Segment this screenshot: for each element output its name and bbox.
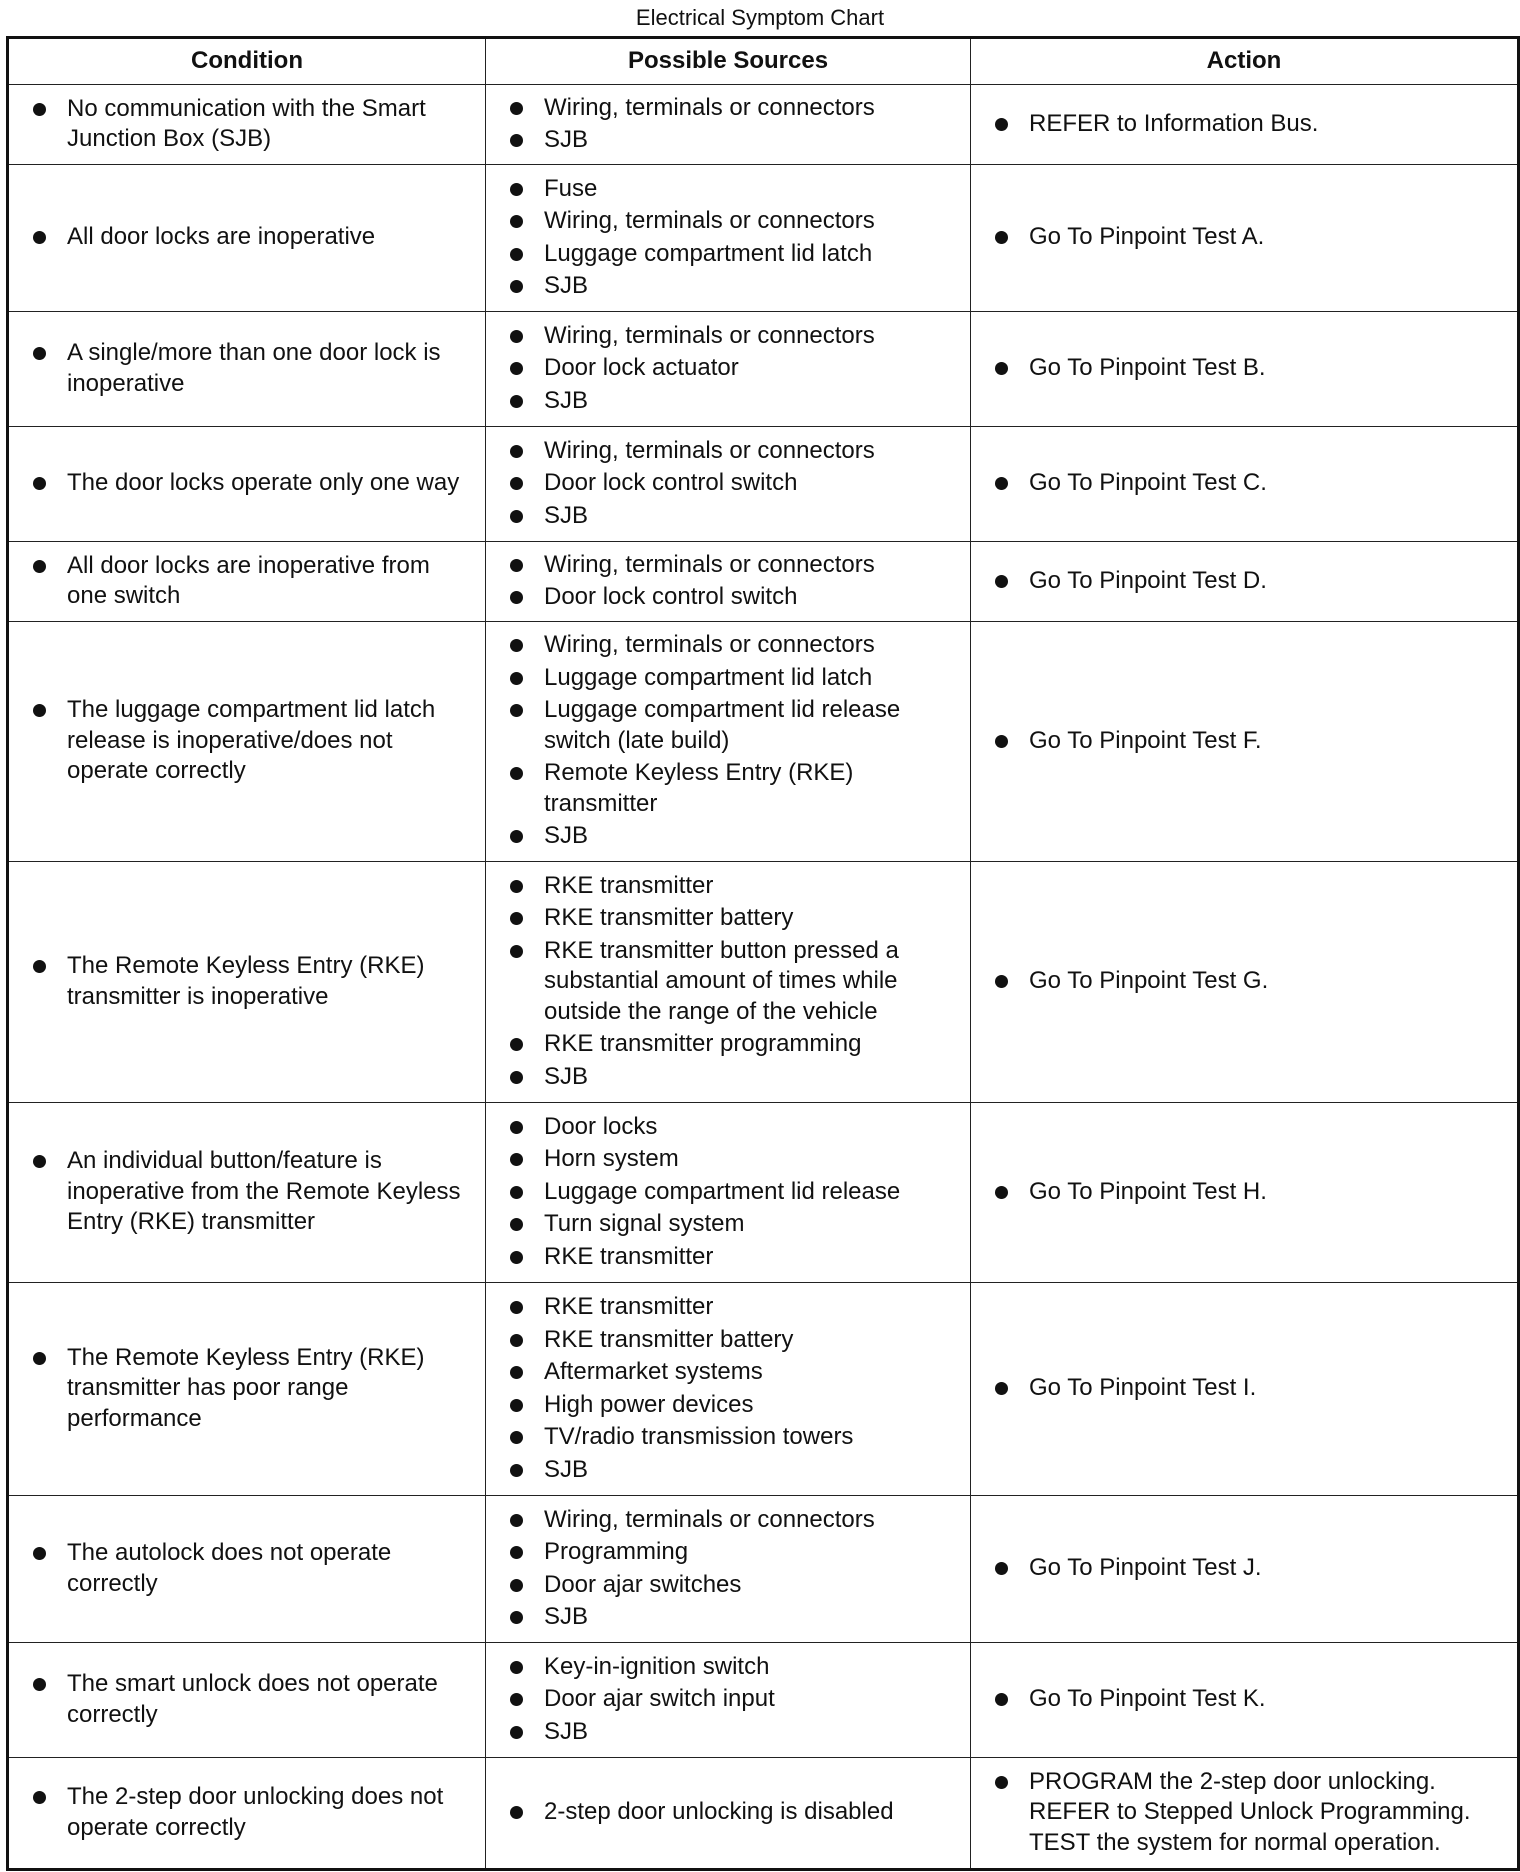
possible-sources-cell — [486, 427, 971, 542]
source-item: Luggage compartment lid release switch (late build) — [498, 695, 960, 756]
condition-cell — [8, 542, 486, 622]
table-row — [8, 165, 1519, 312]
condition-cell — [8, 1758, 486, 1870]
action-text: PROGRAM the 2-step door unlocking. REFER to Stepped Unlock Programming. TEST the system for normal operation. — [983, 1767, 1507, 1859]
source-item: Luggage compartment lid latch — [498, 239, 960, 270]
source-item: Luggage compartment lid release — [498, 1177, 960, 1208]
source-item: Wiring, terminals or connectors — [498, 436, 960, 467]
condition-cell — [8, 1496, 486, 1643]
table-row — [8, 1758, 1519, 1870]
source-item: RKE transmitter battery — [498, 903, 960, 934]
condition-cell — [8, 427, 486, 542]
condition-cell — [8, 312, 486, 427]
condition-text: The smart unlock does not operate correctly — [21, 1669, 475, 1730]
source-item: SJB — [498, 1455, 960, 1486]
source-item: Wiring, terminals or connectors — [498, 206, 960, 237]
table-row — [8, 1283, 1519, 1496]
action-text: Go To Pinpoint Test K. — [983, 1684, 1507, 1715]
condition-cell — [8, 1103, 486, 1283]
action-text: Go To Pinpoint Test C. — [983, 468, 1507, 499]
chart-title: Electrical Symptom Chart — [635, 5, 885, 30]
source-item: Turn signal system — [498, 1209, 960, 1240]
possible-sources-cell — [486, 1758, 971, 1870]
possible-sources-cell — [486, 85, 971, 165]
source-item: Luggage compartment lid latch — [498, 663, 960, 694]
source-item: Wiring, terminals or connectors — [498, 93, 960, 124]
source-item: Door locks — [498, 1112, 960, 1143]
condition-cell — [8, 85, 486, 165]
header-condition: Condition — [8, 38, 486, 85]
table-row — [8, 312, 1519, 427]
possible-sources-cell — [486, 1283, 971, 1496]
table-row — [8, 427, 1519, 542]
source-item: RKE transmitter — [498, 1292, 960, 1323]
condition-cell — [8, 1283, 486, 1496]
source-item: Aftermarket systems — [498, 1357, 960, 1388]
source-item: Key-in-ignition switch — [498, 1652, 960, 1683]
possible-sources-cell — [486, 622, 971, 862]
action-text: Go To Pinpoint Test D. — [983, 566, 1507, 597]
source-item: TV/radio transmission towers — [498, 1422, 960, 1453]
header-action: Action — [971, 38, 1519, 85]
source-item: Remote Keyless Entry (RKE) transmitter — [498, 758, 960, 819]
condition-cell — [8, 1643, 486, 1758]
table-row — [8, 1496, 1519, 1643]
source-item: Programming — [498, 1537, 960, 1568]
action-cell — [971, 427, 1519, 542]
source-item: Wiring, terminals or connectors — [498, 550, 960, 581]
condition-text: All door locks are inoperative — [21, 222, 475, 253]
source-item: Fuse — [498, 174, 960, 205]
condition-text: All door locks are inoperative from one switch — [21, 551, 475, 612]
source-item: Horn system — [498, 1144, 960, 1175]
source-item: Door ajar switch input — [498, 1684, 960, 1715]
condition-text: The door locks operate only one way — [21, 468, 475, 499]
condition-text: The Remote Keyless Entry (RKE) transmitter has poor range performance — [21, 1343, 475, 1435]
possible-sources-cell — [486, 1103, 971, 1283]
table-row — [8, 622, 1519, 862]
action-cell — [971, 1283, 1519, 1496]
action-text: Go To Pinpoint Test A. — [983, 222, 1507, 253]
condition-text: The Remote Keyless Entry (RKE) transmitter is inoperative — [21, 951, 475, 1012]
source-item: SJB — [498, 1602, 960, 1633]
table-row — [8, 862, 1519, 1103]
action-text: Go To Pinpoint Test B. — [983, 353, 1507, 384]
source-item: SJB — [498, 501, 960, 532]
table-row — [8, 1103, 1519, 1283]
source-item: 2-step door unlocking is disabled — [498, 1797, 960, 1828]
source-item: SJB — [498, 125, 960, 156]
source-item: RKE transmitter — [498, 871, 960, 902]
action-cell — [971, 1643, 1519, 1758]
header-possible-sources: Possible Sources — [486, 38, 971, 85]
table-row — [8, 1643, 1519, 1758]
source-item: High power devices — [498, 1390, 960, 1421]
source-item: SJB — [498, 1062, 960, 1093]
source-item: Wiring, terminals or connectors — [498, 321, 960, 352]
action-cell — [971, 622, 1519, 862]
action-cell — [971, 542, 1519, 622]
source-item: Door lock actuator — [498, 353, 960, 384]
source-item: RKE transmitter programming — [498, 1029, 960, 1060]
symptom-table — [6, 36, 1520, 1871]
possible-sources-cell — [486, 1496, 971, 1643]
action-cell — [971, 1103, 1519, 1283]
possible-sources-cell — [486, 542, 971, 622]
action-text: Go To Pinpoint Test J. — [983, 1553, 1507, 1584]
condition-cell — [8, 622, 486, 862]
table-row — [8, 542, 1519, 622]
condition-cell — [8, 165, 486, 312]
table-row — [8, 85, 1519, 165]
source-item: Wiring, terminals or connectors — [498, 630, 960, 661]
condition-text: A single/more than one door lock is inoperative — [21, 338, 475, 399]
source-item: RKE transmitter button pressed a substantial amount of times while outside the range of the vehicle — [498, 936, 960, 1028]
action-cell — [971, 165, 1519, 312]
action-text: REFER to Information Bus. — [983, 109, 1507, 140]
action-cell — [971, 1496, 1519, 1643]
action-text: Go To Pinpoint Test I. — [983, 1373, 1507, 1404]
action-text: Go To Pinpoint Test H. — [983, 1177, 1507, 1208]
action-cell — [971, 312, 1519, 427]
possible-sources-cell — [486, 1643, 971, 1758]
source-item: Door lock control switch — [498, 468, 960, 499]
header-row — [8, 38, 1519, 85]
source-item: RKE transmitter battery — [498, 1325, 960, 1356]
condition-text: The autolock does not operate correctly — [21, 1538, 475, 1599]
source-item: Door ajar switches — [498, 1570, 960, 1601]
possible-sources-cell — [486, 862, 971, 1103]
source-item: SJB — [498, 1717, 960, 1748]
condition-text: An individual button/feature is inoperative from the Remote Keyless Entry (RKE) transmitter — [21, 1146, 475, 1238]
source-item: RKE transmitter — [498, 1242, 960, 1273]
action-text: Go To Pinpoint Test F. — [983, 726, 1507, 757]
source-item: Door lock control switch — [498, 582, 960, 613]
condition-text: The 2-step door unlocking does not operate correctly — [21, 1782, 475, 1843]
source-item: SJB — [498, 386, 960, 417]
action-cell — [971, 862, 1519, 1103]
possible-sources-cell — [486, 312, 971, 427]
condition-cell — [8, 862, 486, 1103]
source-item: Wiring, terminals or connectors — [498, 1505, 960, 1536]
source-item: SJB — [498, 821, 960, 852]
action-text: Go To Pinpoint Test G. — [983, 966, 1507, 997]
action-cell — [971, 1758, 1519, 1870]
possible-sources-cell — [486, 165, 971, 312]
source-item: SJB — [498, 271, 960, 302]
condition-text: The luggage compartment lid latch release is inoperative/does not operate correctly — [21, 695, 475, 787]
action-cell — [971, 85, 1519, 165]
condition-text: No communication with the Smart Junction Box (SJB) — [21, 94, 475, 155]
